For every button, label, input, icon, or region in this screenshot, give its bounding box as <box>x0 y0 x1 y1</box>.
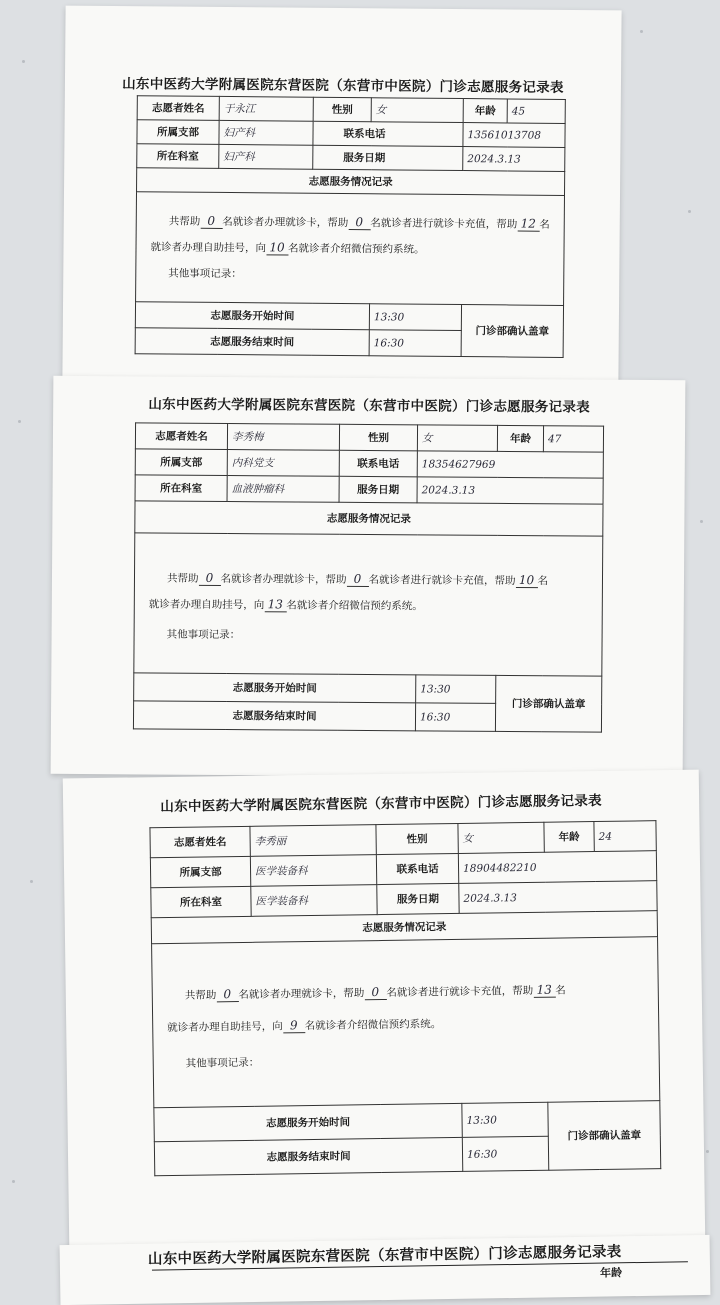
service-summary: 共帮助 0 名就诊者办理就诊卡，帮助 0 名就诊者进行就诊卡充值，帮助 10 名 就诊者办理自助挂号，向 13 名就诊者介绍微信预约系统。 其他事项记录： <box>134 533 603 676</box>
start-time-label: 志愿服务开始时间 <box>135 302 369 330</box>
age-value: 24 <box>594 821 656 852</box>
gender-value: 女 <box>458 822 544 853</box>
age-label: 年龄 <box>544 822 594 853</box>
self-registrations-value: 12 <box>517 216 539 231</box>
phone-label: 联系电话 <box>376 853 458 884</box>
phone-value: 13561013708 <box>463 123 565 148</box>
department-value: 妇产科 <box>219 144 313 169</box>
self-registrations-value: 10 <box>515 573 537 588</box>
form-title: 山东中医药大学附属医院东营医院（东营市中医院）门诊志愿服务记录表 <box>122 76 564 96</box>
department-value: 医学装备科 <box>251 885 377 917</box>
name-value: 李秀梅 <box>227 424 339 451</box>
name-label: 志愿者姓名 <box>135 423 227 450</box>
end-time-value: 16:30 <box>415 703 495 732</box>
record-table <box>149 820 661 1176</box>
branch-label: 所属支部 <box>137 120 219 145</box>
other-notes-label: 其他事项记录： <box>168 266 242 280</box>
record-table <box>133 422 604 732</box>
age-label: 年龄 <box>497 425 543 451</box>
age-value: 47 <box>543 426 603 452</box>
start-time-value: 13:30 <box>416 675 496 704</box>
stamp-label: 门诊部确认盖章 <box>461 305 563 358</box>
start-time-value: 13:30 <box>369 304 461 331</box>
service-date-value: 2024.3.13 <box>459 881 657 914</box>
department-value: 血液肿瘤科 <box>227 476 339 503</box>
service-date-label: 服务日期 <box>313 145 463 170</box>
recharges-value: 0 <box>348 215 370 230</box>
record-table <box>135 95 566 358</box>
service-date-value: 2024.3.13 <box>463 147 565 172</box>
form-title: 山东中医药大学附属医院东营医院（东营市中医院）门诊志愿服务记录表 <box>148 396 591 416</box>
wechat-intros-value: 13 <box>264 597 286 612</box>
branch-label: 所属支部 <box>150 856 250 887</box>
recharges-value: 0 <box>346 571 368 586</box>
branch-value: 医学装备科 <box>250 855 376 887</box>
other-notes-label: 其他事项记录： <box>185 1056 260 1070</box>
cards-issued-value: 0 <box>198 570 220 585</box>
department-label: 所在科室 <box>151 886 251 917</box>
service-summary: 共帮助 0 名就诊者办理就诊卡，帮助 0 名就诊者进行就诊卡充值，帮助 12 名 就诊者办理自助挂号，向 10 名就诊者介绍微信预约系统。 其他事项记录： <box>136 192 565 306</box>
end-time-label: 志愿服务结束时间 <box>154 1137 462 1175</box>
phone-label: 联系电话 <box>339 450 417 477</box>
service-summary: 共帮助 0 名就诊者办理就诊卡，帮助 0 名就诊者进行就诊卡充值，帮助 13 名 就诊者办理自助挂号，向 9 名就诊者介绍微信预约系统。 其他事项记录： <box>152 937 660 1108</box>
age-value: 45 <box>507 99 565 124</box>
stamp-label: 门诊部确认盖章 <box>548 1101 661 1171</box>
end-time-value: 16:30 <box>462 1136 548 1171</box>
other-notes-label: 其他事项记录： <box>166 628 241 641</box>
age-label: 年龄 <box>463 99 507 123</box>
name-value: 李秀丽 <box>250 825 376 857</box>
gender-label: 性别 <box>339 424 417 451</box>
self-registrations-value: 13 <box>533 982 555 997</box>
name-label: 志愿者姓名 <box>137 96 219 121</box>
wechat-intros-value: 9 <box>283 1018 305 1033</box>
branch-value: 妇产科 <box>219 120 313 145</box>
end-time-value: 16:30 <box>369 330 461 357</box>
form-title: 山东中医药大学附属医院东营医院（东营市中医院）门诊志愿服务记录表 <box>160 792 603 816</box>
branch-value: 内科党支 <box>227 450 339 477</box>
age-label: 年龄 <box>599 1266 623 1280</box>
form-title: 山东中医药大学附属医院东营医院（东营市中医院）门诊志愿服务记录表 <box>147 1244 622 1268</box>
gender-value: 女 <box>417 425 497 452</box>
gender-label: 性别 <box>376 823 458 854</box>
department-label: 所在科室 <box>137 144 219 169</box>
phone-value: 18904482210 <box>458 851 656 884</box>
end-time-label: 志愿服务结束时间 <box>135 328 369 356</box>
branch-label: 所属支部 <box>135 449 227 476</box>
recharges-value: 0 <box>364 984 386 999</box>
phone-value: 18354627969 <box>417 451 603 478</box>
service-date-label: 服务日期 <box>339 476 417 503</box>
start-time-label: 志愿服务开始时间 <box>154 1103 462 1141</box>
start-time-label: 志愿服务开始时间 <box>134 673 416 703</box>
name-value: 于永江 <box>219 96 313 121</box>
department-label: 所在科室 <box>135 475 227 502</box>
start-time-value: 13:30 <box>462 1102 548 1137</box>
gender-value: 女 <box>371 98 463 123</box>
form-sheet-1 <box>62 6 621 383</box>
name-label: 志愿者姓名 <box>150 826 250 857</box>
section-title: 志愿服务情况记录 <box>137 168 565 196</box>
cards-issued-value: 0 <box>216 987 238 1002</box>
section-title: 志愿服务情况记录 <box>135 501 603 536</box>
form-sheet-4-partial <box>60 1235 711 1305</box>
service-date-label: 服务日期 <box>377 883 459 914</box>
cards-issued-value: 0 <box>200 213 222 228</box>
gender-label: 性别 <box>313 97 371 122</box>
section-title: 志愿服务情况记录 <box>151 911 657 944</box>
stamp-label: 门诊部确认盖章 <box>495 675 601 732</box>
service-date-value: 2024.3.13 <box>417 477 603 504</box>
wechat-intros-value: 10 <box>266 240 288 255</box>
phone-label: 联系电话 <box>313 121 463 146</box>
form-sheet-2 <box>51 376 686 778</box>
form-sheet-3 <box>63 770 706 1249</box>
end-time-label: 志愿服务结束时间 <box>133 701 415 731</box>
